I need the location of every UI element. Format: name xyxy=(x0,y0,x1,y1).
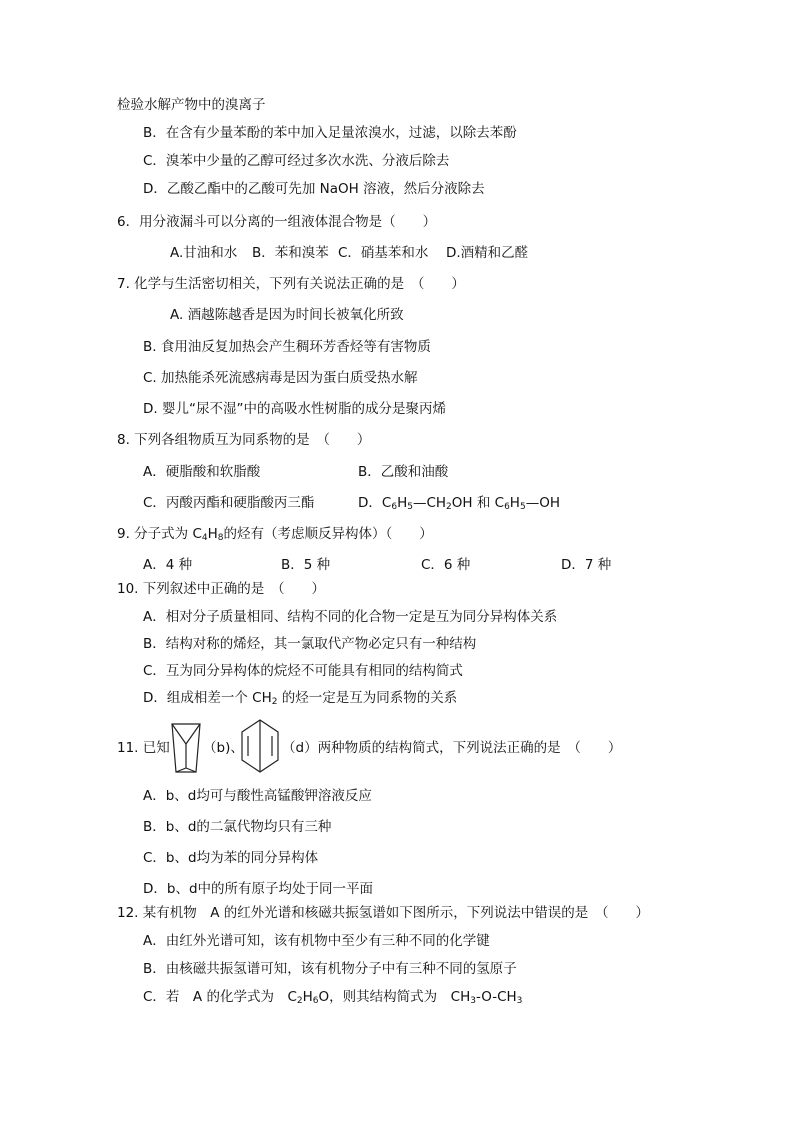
q10-option-a: A．相对分子质量相同、结构不同的化合物一定是互为同分异构体关系 xyxy=(143,609,558,625)
q9-option-b: B．5 种 xyxy=(281,557,331,573)
q6-option-c: C．硝基苯和水 xyxy=(338,245,429,261)
q12-option-c: C．若 A 的化学式为 $C_2H_6O$，则其结构简式为 $CH_3-O-CH_3$ xyxy=(143,989,523,1006)
q6-option-b: B．苯和溴苯 xyxy=(252,245,329,261)
q5-option-c: C．溴苯中少量的乙醇可经过多次水洗、分液后除去 xyxy=(143,153,450,169)
q9-option-a: A．4 种 xyxy=(143,557,193,573)
q5-continuation: 检验水解产物中的溴离子 xyxy=(117,97,266,113)
q11-stem-rest: （d）两种物质的结构简式，下列说法正确的是 （ ） xyxy=(282,740,622,756)
q9-options xyxy=(143,556,623,574)
q11-option-a: A．b、d均可与酸性高锰酸钾溶液反应 xyxy=(143,788,372,804)
q11-label-b: （b)、 xyxy=(203,740,244,756)
prismane-structure xyxy=(170,722,202,774)
q11-option-d: D．b、d中的所有原子均处于同一平面 xyxy=(143,881,374,897)
q9-stem: 9. 分子式为 $C_4H_8$的烃有（考虑顺反异构体）（ ） xyxy=(117,526,433,543)
q10-stem: 10. 下列叙述中正确的是 （ ） xyxy=(117,581,326,597)
q12-option-a: A．由红外光谱可知，该有机物中至少有三种不同的化学键 xyxy=(143,933,490,949)
q8-option-a: A．硬脂酸和软脂酸 xyxy=(143,464,261,480)
q10-option-b: B．结构对称的烯烃，其一氯取代产物必定只有一种结构 xyxy=(143,636,477,652)
q6-stem: 6．用分液漏斗可以分离的一组液体混合物是（ ） xyxy=(117,214,437,230)
q7-option-c: C. 加热能杀死流感病毒是因为蛋白质受热水解 xyxy=(143,370,418,386)
q11-option-b: B．b、d的二氯代物均只有三种 xyxy=(143,819,332,835)
dewar-benzene-structure xyxy=(240,718,280,774)
q8-option-b: B．乙酸和油酸 xyxy=(358,464,449,480)
q6-option-d: D.酒精和乙醛 xyxy=(446,245,529,261)
q9-option-c: C．6 种 xyxy=(421,557,471,573)
q6-options xyxy=(170,244,590,262)
q5-option-b: B．在含有少量苯酚的苯中加入足量浓溴水，过滤，以除去苯酚 xyxy=(143,125,517,141)
q7-option-a: A. 酒越陈越香是因为时间长被氧化所致 xyxy=(170,307,404,323)
q5-option-d: D．乙酸乙酯中的乙酸可先加 NaOH 溶液，然后分液除去 xyxy=(143,181,485,197)
q10-option-d: D．组成相差一个 $CH_2$ 的烃一定是互为同系物的关系 xyxy=(143,690,458,707)
q8-option-d: D．$C_6H_5—CH_2OH$ 和 $C_6H_5—OH$ xyxy=(358,495,560,512)
q10-option-c: C．互为同分异构体的烷烃不可能具有相同的结构简式 xyxy=(143,663,463,679)
q8-stem: 8. 下列各组物质互为同系物的是 （ ） xyxy=(117,432,371,448)
q6-option-a: A.甘油和水 xyxy=(170,245,238,261)
q12-option-b: B．由核磁共振氢谱可知，该有机物分子中有三种不同的氢原子 xyxy=(143,961,517,977)
q9-option-d: D．7 种 xyxy=(561,557,612,573)
q12-stem: 12. 某有机物 A 的红外光谱和核磁共振氢谱如下图所示，下列说法中错误的是 （ ） xyxy=(117,905,650,921)
q7-option-b: B. 食用油反复加热会产生稠环芳香烃等有害物质 xyxy=(143,339,431,355)
q7-option-d: D. 婴儿“尿不湿”中的高吸水性树脂的成分是聚丙烯 xyxy=(143,401,446,417)
q8-option-c: C．丙酸丙酯和硬脂酸丙三酯 xyxy=(143,495,315,511)
q11-option-c: C．b、d均为苯的同分异构体 xyxy=(143,850,319,866)
q11-stem-prefix: 11. 已知 xyxy=(117,740,170,756)
q7-stem: 7. 化学与生活密切相关，下列有关说法正确的是 （ ） xyxy=(117,276,465,292)
